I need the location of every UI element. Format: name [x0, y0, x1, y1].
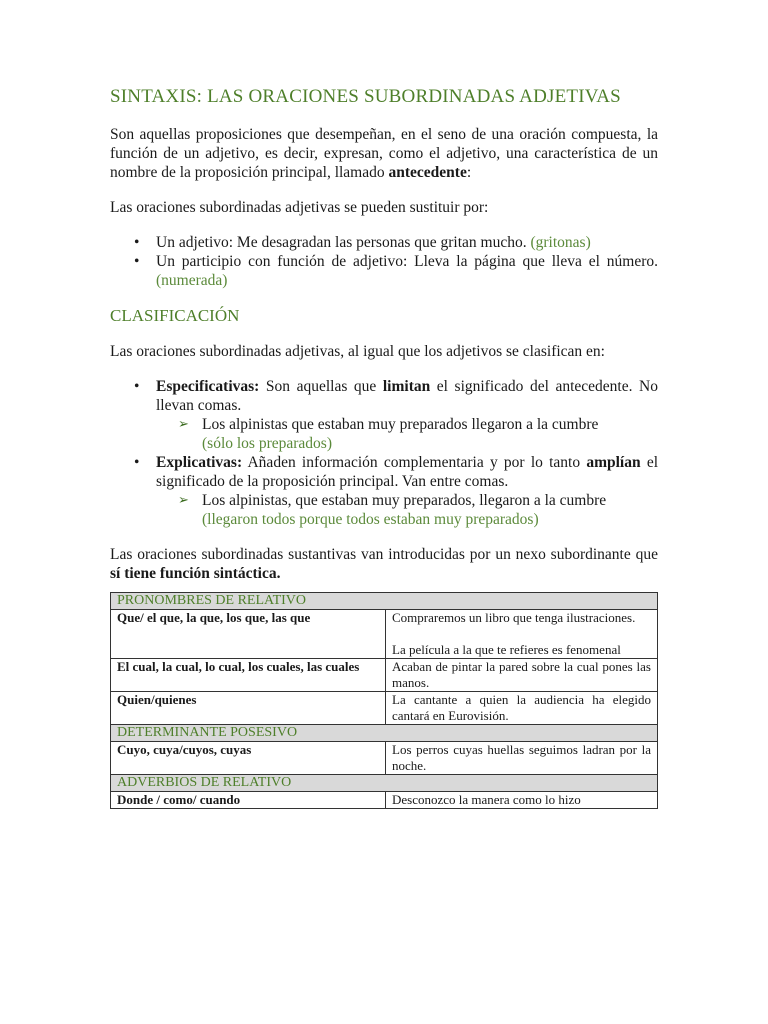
example-text: Los alpinistas que estaban muy preparados llegaron a la cumbre — [202, 416, 599, 433]
intro-text: Son aquellas proposiciones que desempeñan, en el seno de una oración compuesta, la función de un adjetivo, es decir, expresan, como el adjetivo, una característica de un nombre de la proposición principal, llamado — [110, 126, 658, 181]
table-section-header: DETERMINANTE POSESIVO — [111, 725, 658, 742]
substitute-intro: Las oraciones subordinadas adjetivas se pueden sustituir por: — [110, 199, 489, 216]
example-note: (llegaron todos porque todos estaban muy preparados) — [202, 511, 539, 528]
classification-list — [110, 377, 658, 529]
intro-bold-term: antecedente — [388, 164, 467, 181]
example-list — [156, 491, 658, 529]
table-cell-example: Acaban de pintar la pared sobre la cual pones las manos. — [386, 659, 658, 692]
class-term: Especificativas: — [156, 378, 260, 395]
table-cell-nexus: Que/ el que, la que, los que, las que — [111, 610, 386, 659]
substitute-text: Un adjetivo: Me desagradan las personas que gritan mucho. — [156, 234, 531, 251]
intro-paragraph — [110, 125, 658, 182]
substitute-list — [110, 233, 658, 290]
example-item — [178, 415, 658, 453]
relative-table — [110, 592, 658, 809]
table-cell-nexus: Donde / como/ cuando — [111, 792, 386, 809]
table-row — [111, 610, 658, 659]
example-sentence: Compraremos un libro que tenga ilustraciones. — [392, 610, 636, 625]
substitute-note: (gritonas) — [530, 234, 591, 251]
substitute-note: (numerada) — [156, 272, 228, 289]
example-text: Los alpinistas, que estaban muy preparados, llegaron a la cumbre — [202, 492, 607, 509]
class-text: el significado de la proposición principal. Van entre comas. — [156, 454, 659, 490]
table-cell-example — [386, 610, 658, 659]
arrow-bullet-icon: ➢ — [178, 417, 189, 432]
table-row — [111, 593, 658, 610]
class-bold: limitan — [382, 378, 431, 395]
classification-intro: Las oraciones subordinadas adjetivas, al igual que los adjetivos se clasifican en: — [110, 343, 605, 360]
example-item — [178, 491, 658, 529]
class-text: Añaden información complementaria y por lo tanto — [242, 454, 587, 471]
example-sentence: La película a la que te refieres es fenomenal — [392, 642, 621, 657]
list-item — [156, 233, 658, 252]
list-item — [156, 453, 658, 529]
class-term: Explicativas: — [156, 454, 243, 471]
table-cell-nexus: Cuyo, cuya/cuyos, cuyas — [111, 742, 386, 775]
table-row — [111, 725, 658, 742]
table-row — [111, 775, 658, 792]
arrow-bullet-icon: ➢ — [178, 493, 189, 508]
classification-heading: CLASIFICACIÓN — [110, 306, 240, 325]
document-content — [110, 86, 658, 809]
nexus-text: Las oraciones subordinadas sustantivas van introducidas por un nexo subordinante que — [110, 546, 658, 563]
intro-end: : — [466, 164, 472, 181]
example-note: (sólo los preparados) — [202, 435, 332, 452]
table-cell-example: La cantante a quien la audiencia ha elegido cantará en Eurovisión. — [386, 692, 658, 725]
class-text: el significado del antecedente. No llevan comas. — [156, 378, 658, 414]
page-title: SINTAXIS: LAS ORACIONES SUBORDINADAS ADJETIVAS — [110, 86, 621, 107]
nexus-paragraph — [110, 545, 658, 583]
class-bold: amplían — [586, 454, 641, 471]
table-cell-example: Los perros cuyas huellas seguimos ladran por la noche. — [386, 742, 658, 775]
table-cell-nexus: El cual, la cual, lo cual, los cuales, las cuales — [111, 659, 386, 692]
example-list — [156, 415, 658, 453]
table-row — [111, 792, 658, 809]
table-row — [111, 659, 658, 692]
list-item — [156, 252, 658, 290]
table-row — [111, 742, 658, 775]
table-section-header: ADVERBIOS DE RELATIVO — [111, 775, 658, 792]
class-text: Son aquellas que — [259, 378, 383, 395]
nexus-bold: sí tiene función sintáctica. — [110, 565, 281, 582]
table-cell-nexus: Quien/quienes — [111, 692, 386, 725]
table-cell-example: Desconozco la manera como lo hizo — [386, 792, 658, 809]
list-item — [156, 377, 658, 453]
table-section-header: PRONOMBRES DE RELATIVO — [111, 593, 658, 610]
substitute-text: Un participio con función de adjetivo: Lleva la página que lleva el número. — [156, 253, 658, 270]
table-row — [111, 692, 658, 725]
